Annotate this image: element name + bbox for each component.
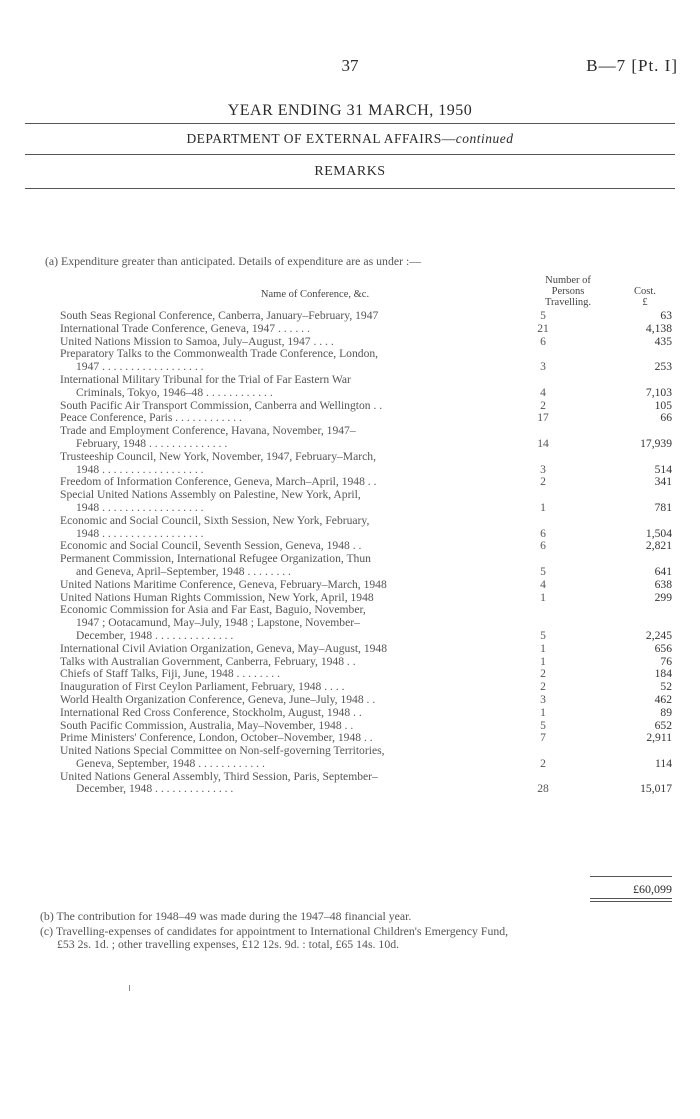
expenditure-row bbox=[60, 425, 672, 451]
expenditure-row bbox=[60, 515, 672, 541]
note-c-text: (c) Travelling-expenses of candidates for appointment to International Children's Emergency Fund, bbox=[40, 924, 509, 938]
expenditure-row bbox=[60, 374, 672, 400]
conference-name-continuation: Criminals, Tokyo, 1946–48 . . . . . . . . . . . . bbox=[76, 385, 273, 399]
cost-value: 652 bbox=[654, 718, 672, 732]
conference-name-line: International Red Cross Conference, Stockholm, August, 1948 . . bbox=[60, 705, 362, 719]
cost-value: 2,821 bbox=[645, 539, 672, 553]
conference-name-line: Chiefs of Staff Talks, Fiji, June, 1948 . . . . . . . . bbox=[60, 667, 281, 681]
conference-name bbox=[60, 489, 513, 515]
persons-travelling: 2 bbox=[540, 756, 546, 770]
conference-name bbox=[60, 374, 513, 400]
conference-name-line: International Civil Aviation Organization, Geneva, May–August, 1948 bbox=[60, 641, 388, 655]
persons-travelling: 1 bbox=[540, 654, 546, 668]
cost-value: 1,504 bbox=[645, 526, 672, 540]
cost-value: 514 bbox=[654, 462, 672, 476]
persons-travelling: 21 bbox=[537, 321, 549, 335]
department-rule bbox=[25, 154, 675, 155]
cost-value: 89 bbox=[660, 705, 672, 719]
conference-name-line: Special United Nations Assembly on Palestine, New York, April, bbox=[60, 488, 361, 502]
persons-travelling: 5 bbox=[540, 309, 546, 322]
conference-name-line: International Trade Conference, Geneva, 1947 . . . . . . bbox=[60, 321, 310, 335]
conference-name-line: Peace Conference, Paris . . . . . . . . . . . . bbox=[60, 411, 242, 425]
persons-travelling: 7 bbox=[540, 731, 546, 745]
persons-travelling: 5 bbox=[540, 564, 546, 578]
persons-travelling: 3 bbox=[540, 692, 546, 706]
persons-travelling: 1 bbox=[540, 705, 546, 719]
conference-name-continuation: December, 1948 . . . . . . . . . . . . . . bbox=[76, 628, 234, 642]
persons-travelling: 6 bbox=[540, 526, 546, 540]
conference-name-line: South Pacific Air Transport Commission, Canberra and Wellington . . bbox=[60, 398, 383, 412]
persons-travelling: 28 bbox=[537, 782, 549, 796]
expenditure-row bbox=[60, 348, 672, 374]
persons-travelling: 3 bbox=[540, 360, 546, 374]
cost-value: 435 bbox=[654, 334, 672, 348]
cost-value: 641 bbox=[654, 564, 672, 578]
cost-value: 17,939 bbox=[640, 436, 672, 450]
persons-travelling: 1 bbox=[540, 641, 546, 655]
persons-travelling: 17 bbox=[537, 411, 549, 425]
cost-value: 15,017 bbox=[640, 782, 672, 796]
conference-name-line: Prime Ministers' Conference, London, October–November, 1948 . . bbox=[60, 731, 373, 745]
persons-travelling: 1 bbox=[540, 590, 546, 604]
cost-value: 341 bbox=[654, 475, 672, 489]
note-b-text: (b) The contribution for 1948–49 was made during the 1947–48 financial year. bbox=[40, 909, 412, 923]
persons-travelling: 2 bbox=[540, 398, 546, 412]
conference-name-line: Talks with Australian Government, Canberra, February, 1948 . . bbox=[60, 654, 356, 668]
conference-name-line: Permanent Commission, International Refugee Organization, Thun bbox=[60, 552, 371, 566]
conference-name-continuation: 1948 . . . . . . . . . . . . . . . . . . bbox=[76, 500, 204, 514]
cost-value: 63 bbox=[660, 309, 672, 322]
persons-travelling: 6 bbox=[540, 539, 546, 553]
conference-name-line: United Nations Special Committee on Non-self-governing Territories, bbox=[60, 744, 385, 758]
cost-value: 114 bbox=[655, 756, 672, 770]
conference-name bbox=[60, 348, 513, 374]
title-rule bbox=[25, 123, 675, 124]
expenditure-row bbox=[60, 771, 672, 797]
cost-value: 184 bbox=[654, 667, 672, 681]
conference-name-line: Economic Commission for Asia and Far East, Baguio, November, bbox=[60, 603, 366, 617]
conference-name-continuation: 1947 ; Ootacamund, May–July, 1948 ; Lapstone, November– bbox=[76, 616, 360, 630]
total-cost: £60,099 bbox=[633, 882, 672, 896]
conference-name-line: World Health Organization Conference, Geneva, June–July, 1948 . . bbox=[60, 692, 376, 706]
conference-name-line: International Military Tribunal for the Trial of Far Eastern War bbox=[60, 372, 351, 386]
persons-travelling: 4 bbox=[540, 385, 546, 399]
cost-value: 76 bbox=[660, 654, 672, 668]
note-b bbox=[40, 910, 672, 923]
conference-name-line: Preparatory Talks to the Commonwealth Trade Conference, London, bbox=[60, 347, 379, 361]
intro-paragraph: (a) Expenditure greater than anticipated. Details of expenditure are as under :— bbox=[45, 254, 422, 268]
persons-travelling: 2 bbox=[540, 475, 546, 489]
cost-value: 299 bbox=[654, 590, 672, 604]
conference-name bbox=[60, 553, 513, 579]
cost-label: Cost. bbox=[634, 286, 656, 297]
conference-name bbox=[60, 604, 513, 642]
conference-name-continuation: 1947 . . . . . . . . . . . . . . . . . . bbox=[76, 360, 204, 374]
persons-travelling: 5 bbox=[540, 628, 546, 642]
cost-value: 656 bbox=[654, 641, 672, 655]
cost-value: 52 bbox=[660, 680, 672, 694]
conference-name bbox=[60, 745, 513, 771]
expenditure-row bbox=[60, 745, 672, 771]
note-c bbox=[40, 925, 672, 951]
currency-label: £ bbox=[642, 297, 648, 308]
conference-name-continuation: 1948 . . . . . . . . . . . . . . . . . . bbox=[76, 526, 204, 540]
page-title: YEAR ENDING 31 MARCH, 1950 bbox=[227, 102, 473, 119]
stray-mark bbox=[129, 985, 130, 991]
conference-name-line: United Nations Maritime Conference, Geneva, February–March, 1948 bbox=[60, 577, 387, 591]
cost-value: 66 bbox=[660, 411, 672, 425]
cost-value: 4,138 bbox=[645, 321, 672, 335]
conference-name bbox=[60, 771, 513, 797]
conference-name-line: Freedom of Information Conference, Geneva, March–April, 1948 . . bbox=[60, 475, 377, 489]
department-suffix: continued bbox=[455, 131, 514, 146]
expenditure-row bbox=[60, 489, 672, 515]
persons-travelling: 3 bbox=[540, 462, 546, 476]
page-number: 37 bbox=[341, 56, 359, 75]
section-heading: REMARKS bbox=[314, 164, 386, 179]
cost-value: 7,103 bbox=[645, 385, 672, 399]
cost-value: 781 bbox=[654, 500, 672, 514]
total-rule-1 bbox=[590, 898, 672, 899]
conference-name-line: South Pacific Commission, Australia, May–November, 1948 . . bbox=[60, 718, 354, 732]
persons-travelling: 5 bbox=[540, 718, 546, 732]
expenditure-row bbox=[60, 604, 672, 642]
conference-name-line: United Nations Human Rights Commission, New York, April, 1948 bbox=[60, 590, 374, 604]
cost-value: 105 bbox=[654, 398, 672, 412]
persons-travelling: 2 bbox=[540, 680, 546, 694]
conference-name-continuation: December, 1948 . . . . . . . . . . . . . . bbox=[76, 782, 234, 796]
persons-column-header: Number of Persons Travelling. bbox=[545, 275, 591, 308]
conference-name-line: United Nations General Assembly, Third Session, Paris, September– bbox=[60, 769, 378, 783]
conference-name-line: Economic and Social Council, Sixth Session, New York, February, bbox=[60, 513, 370, 527]
department-name: DEPARTMENT OF EXTERNAL AFFAIRS— bbox=[186, 131, 456, 146]
section-rule bbox=[25, 188, 675, 189]
expenditure-row bbox=[60, 553, 672, 579]
conference-name bbox=[60, 515, 513, 541]
document-reference: B—7 [Pt. I] bbox=[586, 56, 678, 75]
cost-value: 462 bbox=[654, 692, 672, 706]
cost-value: 2,245 bbox=[645, 628, 672, 642]
note-c-continuation: £53 2s. 1d. ; other travelling expenses, £12 12s. 9d. : total, £65 14s. 10d. bbox=[57, 937, 400, 951]
expenditure-table bbox=[60, 310, 672, 796]
cost-value: 2,911 bbox=[646, 731, 672, 745]
persons-travelling: 14 bbox=[537, 436, 549, 450]
conference-name bbox=[60, 425, 513, 451]
conference-name-continuation: and Geneva, April–September, 1948 . . . . . . . . bbox=[76, 564, 291, 578]
conference-name-line: Trade and Employment Conference, Havana, November, 1947– bbox=[60, 424, 356, 438]
department-heading bbox=[0, 131, 700, 147]
conference-name-line: United Nations Mission to Samoa, July–August, 1947 . . . . bbox=[60, 334, 334, 348]
conference-name bbox=[60, 451, 513, 477]
conference-name-continuation: February, 1948 . . . . . . . . . . . . . . bbox=[76, 436, 228, 450]
conference-name-continuation: 1948 . . . . . . . . . . . . . . . . . . bbox=[76, 462, 204, 476]
conference-name-continuation: Geneva, September, 1948 . . . . . . . . . . . . bbox=[76, 756, 265, 770]
subtotal-rule bbox=[590, 876, 672, 877]
conference-name-line: Economic and Social Council, Seventh Session, Geneva, 1948 . . bbox=[60, 539, 362, 553]
total-rule-2 bbox=[590, 901, 672, 902]
conference-name-line: Inauguration of First Ceylon Parliament, February, 1948 . . . . bbox=[60, 680, 345, 694]
conference-column-header: Name of Conference, &c. bbox=[260, 289, 370, 300]
cost-column-header bbox=[620, 286, 670, 308]
conference-name-line: South Seas Regional Conference, Canberra, January–February, 1947 bbox=[60, 309, 379, 322]
persons-travelling: 6 bbox=[540, 334, 546, 348]
expenditure-row bbox=[60, 451, 672, 477]
persons-travelling: 2 bbox=[540, 667, 546, 681]
cost-value: 638 bbox=[654, 577, 672, 591]
persons-travelling: 1 bbox=[540, 500, 546, 514]
conference-name-line: Trusteeship Council, New York, November, 1947, February–March, bbox=[60, 449, 376, 463]
cost-value: 253 bbox=[654, 360, 672, 374]
persons-travelling: 4 bbox=[540, 577, 546, 591]
